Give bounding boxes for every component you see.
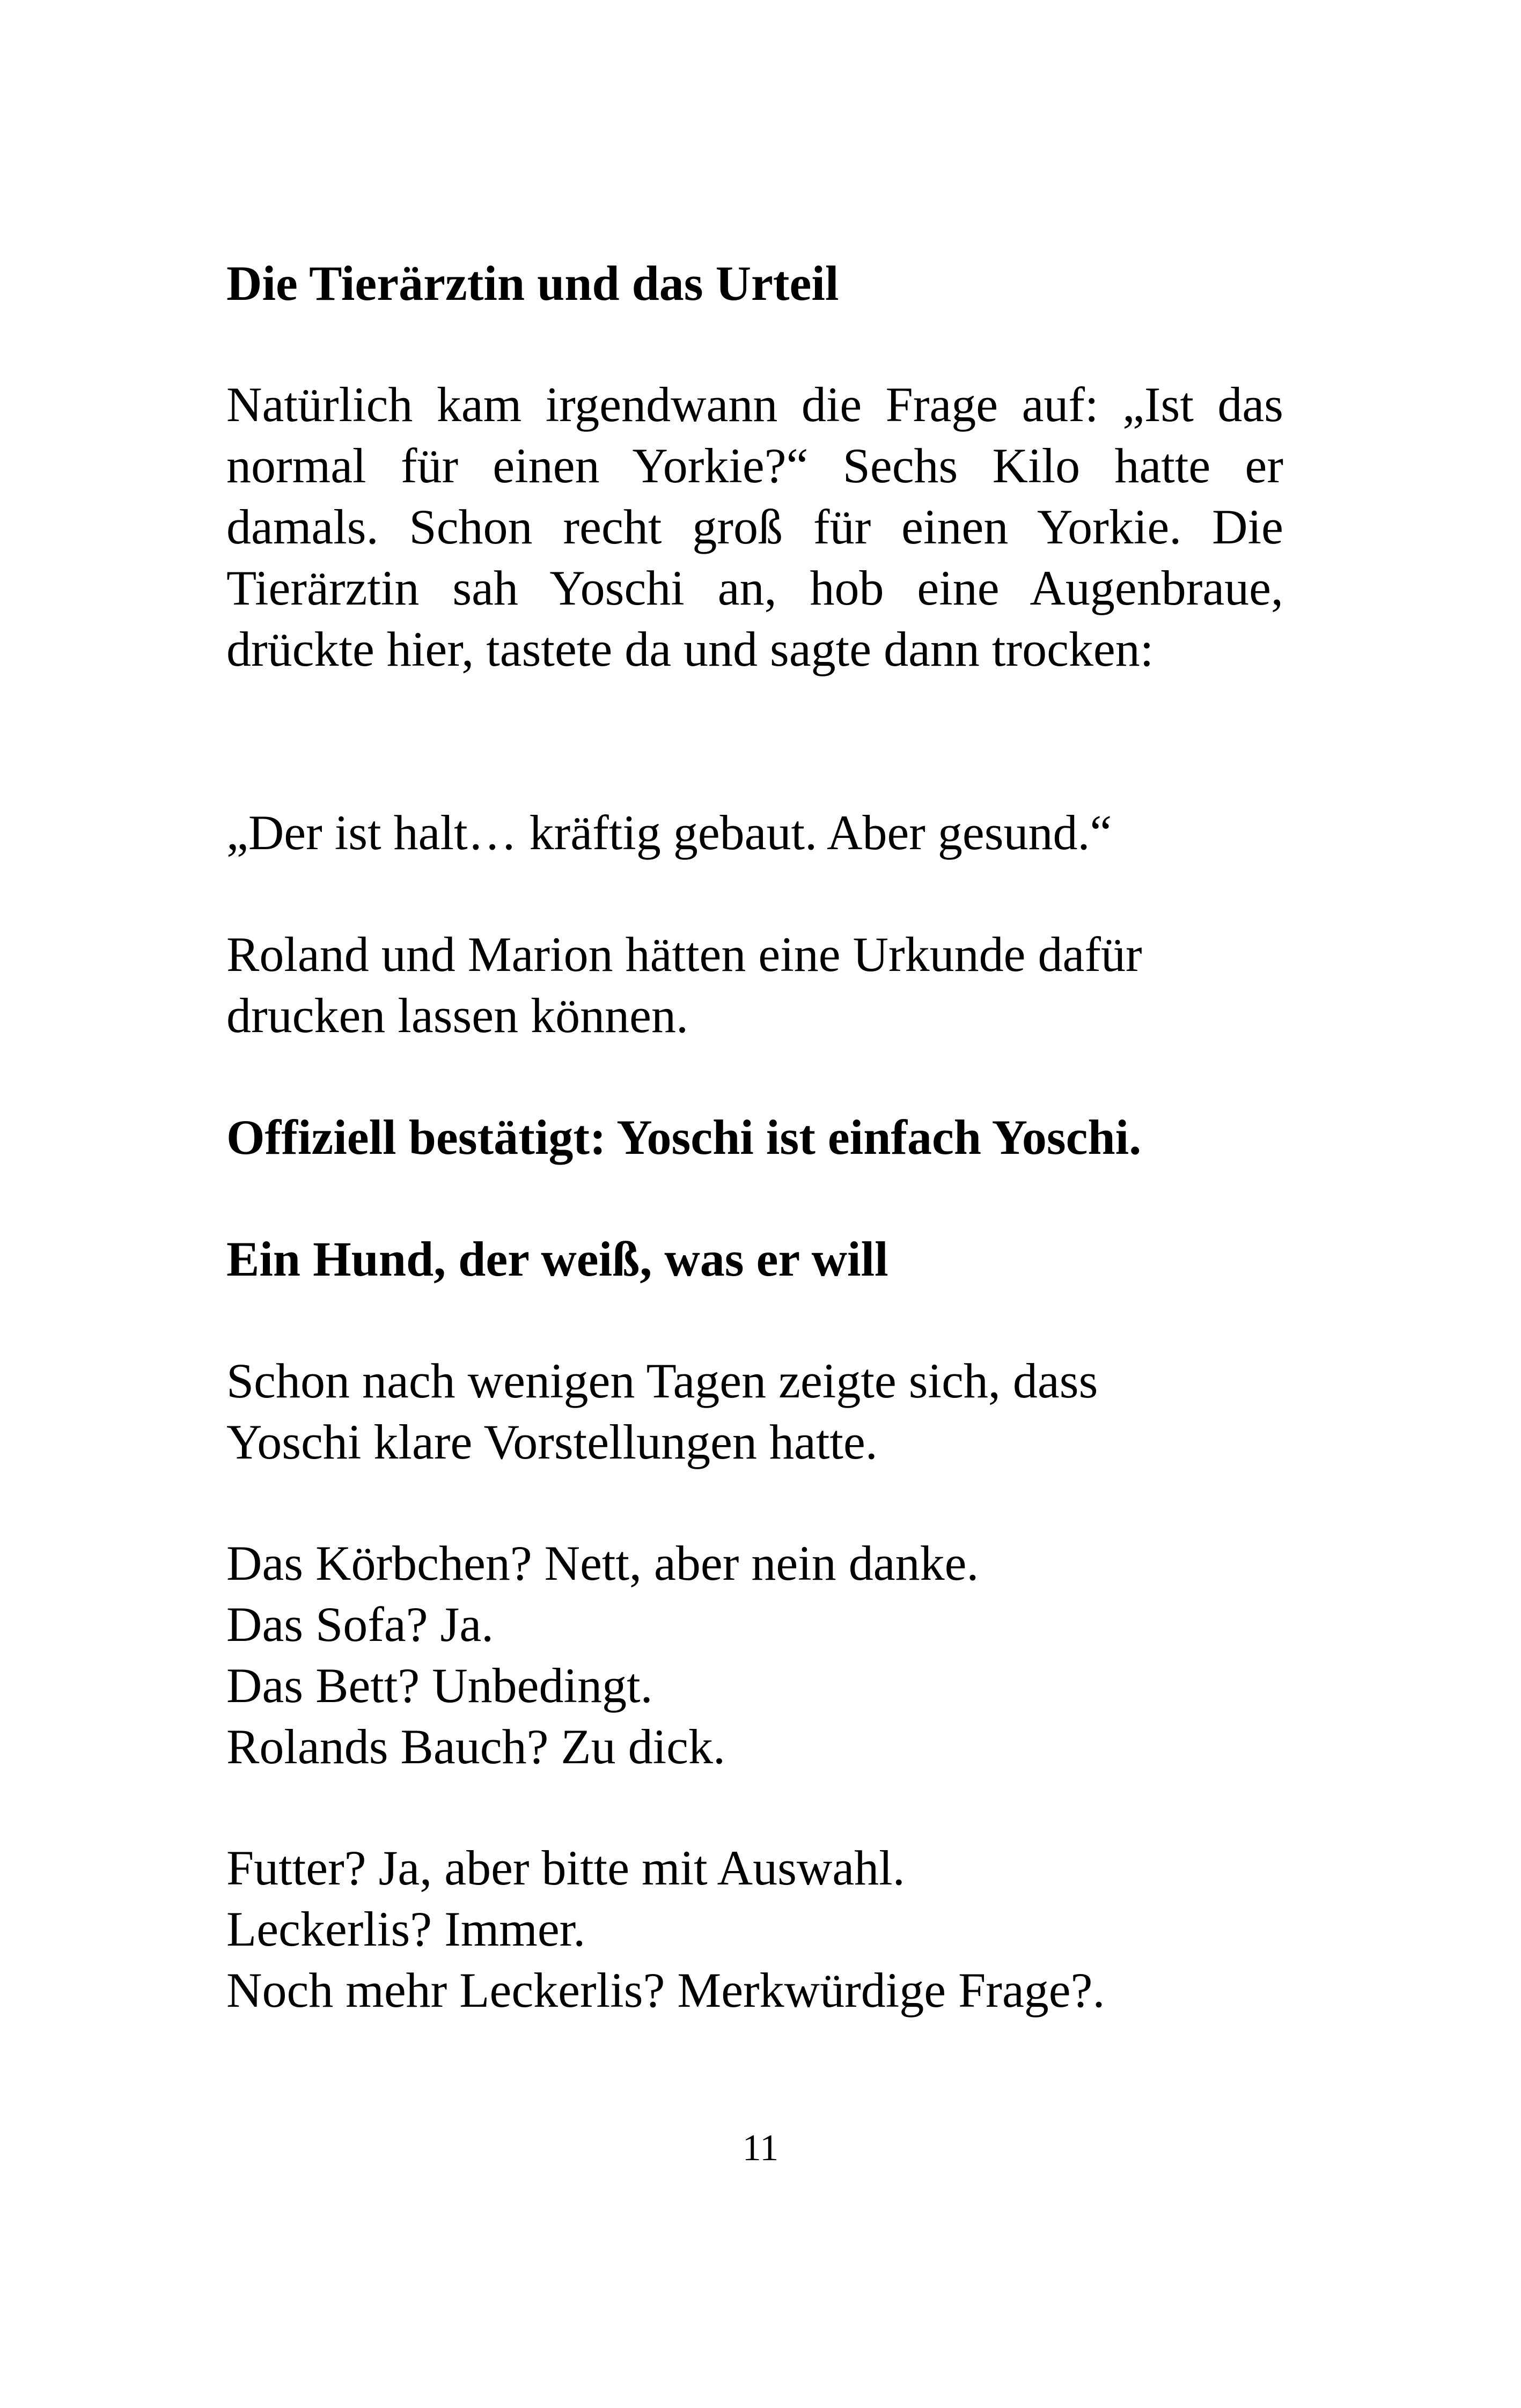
bold-statement: Offiziell bestätigt: Yoschi ist einfach Yoschi. (226, 1110, 1142, 1165)
section-heading-vet: Die Tierärztin und das Urteil (226, 256, 839, 311)
page-number: 11 (742, 2127, 779, 2169)
list-item: Das Bett? Unbedingt. (226, 1658, 653, 1713)
list-item: Noch mehr Leckerlis? Merkwürdige Frage?. (226, 1963, 1105, 2017)
list-item: Rolands Bauch? Zu dick. (226, 1719, 726, 1774)
list-item: Futter? Ja, aber bitte mit Auswahl. (226, 1840, 905, 1895)
food-list (226, 1837, 1283, 2021)
list-item: Das Körbchen? Nett, aber nein danke. (226, 1536, 979, 1590)
list-item: Leckerlis? Immer. (226, 1902, 586, 1956)
section-heading-dog-will: Ein Hund, der weiß, was er will (226, 1232, 888, 1286)
paragraph-vet-question: Natürlich kam irgendwann die Frage auf: „Ist das normal für einen Yorkie?“ Sechs Kilo hatte er damals. Schon recht groß für einen Yorkie. Die Tierärztin sah Yoschi an, hob eine Augenbraue, drückte hier, tastete da und sagte dann trocken: (226, 377, 1283, 676)
list-item: Das Sofa? Ja. (226, 1597, 494, 1652)
paragraph-certificate: Roland und Marion hätten eine Urkunde dafür drucken lassen können. (226, 927, 1142, 1043)
vet-quote: „Der ist halt… kräftig gebaut. Aber gesund.“ (226, 805, 1112, 860)
preferences-list (226, 1533, 1283, 1777)
paragraph-clear-ideas: Schon nach wenigen Tagen zeigte sich, dass Yoschi klare Vorstellungen hatte. (226, 1353, 1098, 1469)
